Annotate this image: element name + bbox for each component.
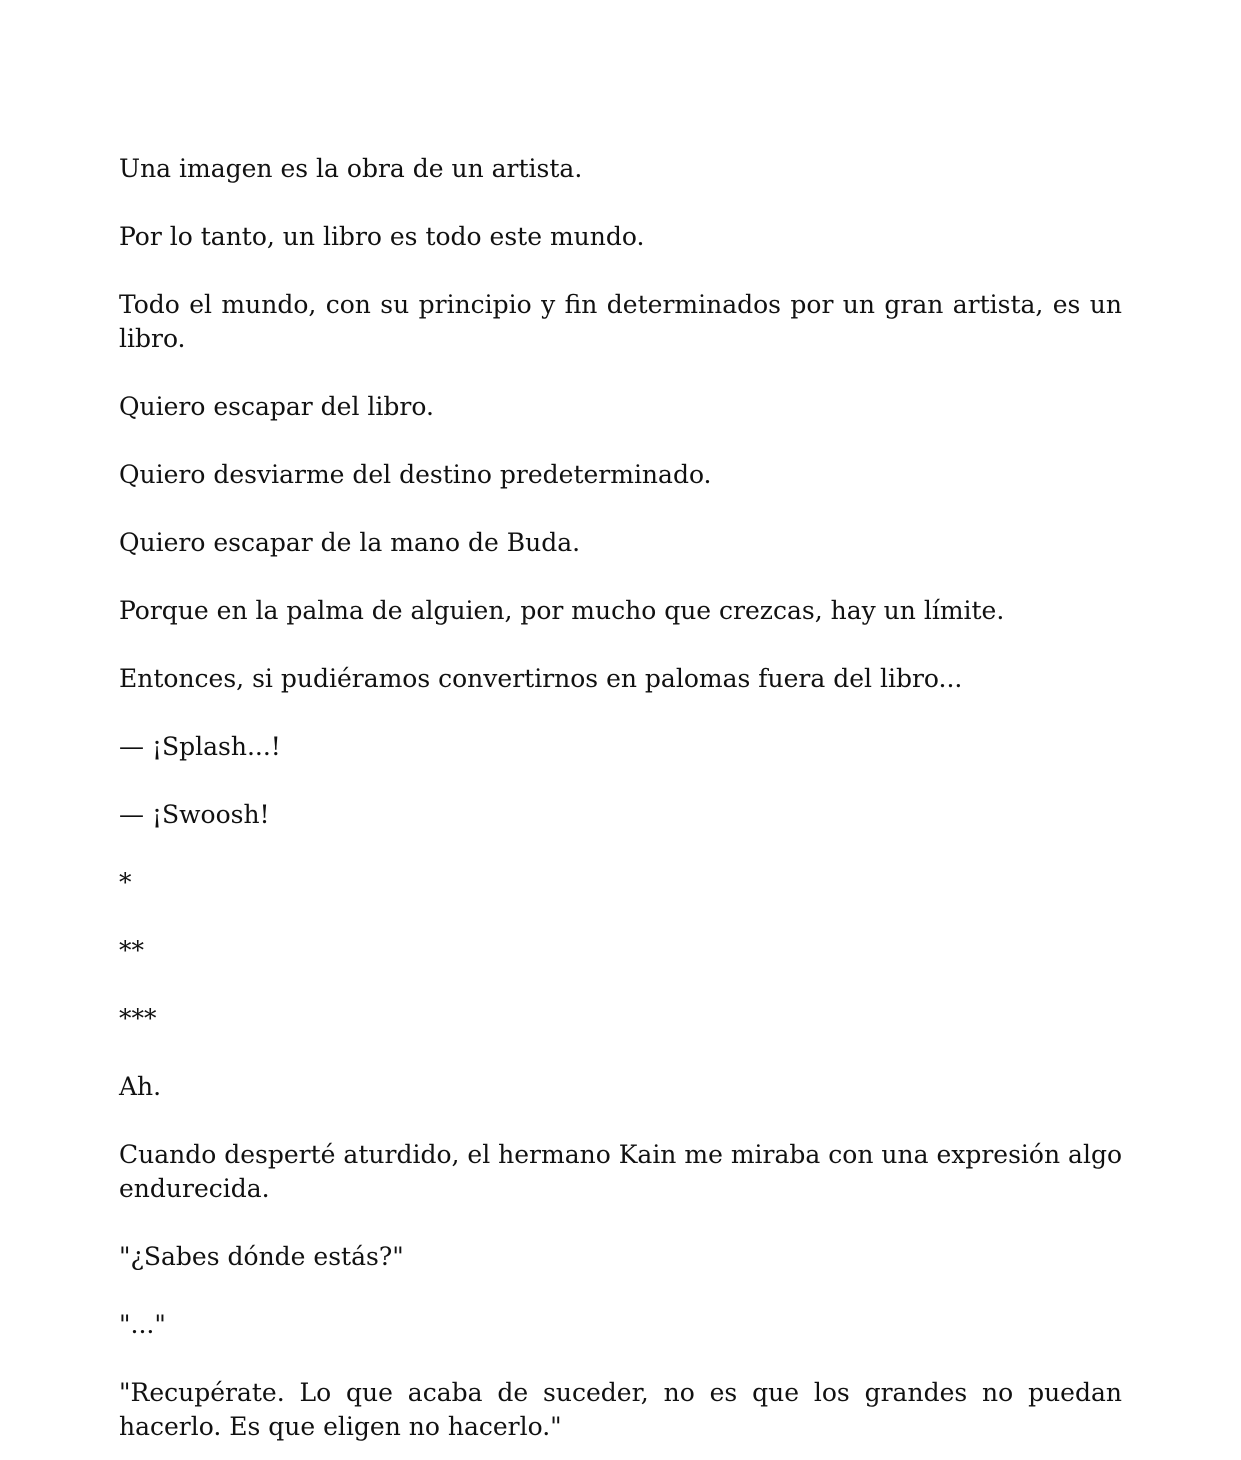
dialogue-line: "..." [119,1310,166,1339]
dialogue-line: — ¡Swoosh! [119,800,270,829]
paragraph: Ah. [119,1072,162,1101]
document-body [119,152,1122,1444]
dialogue-line: "¿Sabes dónde estás?" [119,1242,404,1271]
scene-break: *** [119,1004,157,1033]
paragraph: Por lo tanto, un libro es todo este mundo. [119,222,645,251]
scene-break: * [119,868,132,897]
paragraph: Quiero desviarme del destino predeterminado. [119,460,712,489]
paragraph: Porque en la palma de alguien, por mucho que crezcas, hay un límite. [119,596,1005,625]
dialogue-line: "Recupérate. Lo que acaba de suceder, no es que los grandes no puedan hacerlo. Es que eligen no hacerlo." [119,1378,1122,1441]
paragraph: Una imagen es la obra de un artista. [119,154,583,183]
paragraph: Quiero escapar del libro. [119,392,434,421]
dialogue-line: — ¡Splash...! [119,732,281,761]
paragraph: Todo el mundo, con su principio y fin determinados por un gran artista, es un libro. [119,290,1122,353]
paragraph: Quiero escapar de la mano de Buda. [119,528,581,557]
paragraph: Entonces, si pudiéramos convertirnos en palomas fuera del libro... [119,664,963,693]
paragraph: Cuando desperté aturdido, el hermano Kain me miraba con una expresión algo endurecida. [119,1140,1122,1203]
scene-break: ** [119,936,144,965]
